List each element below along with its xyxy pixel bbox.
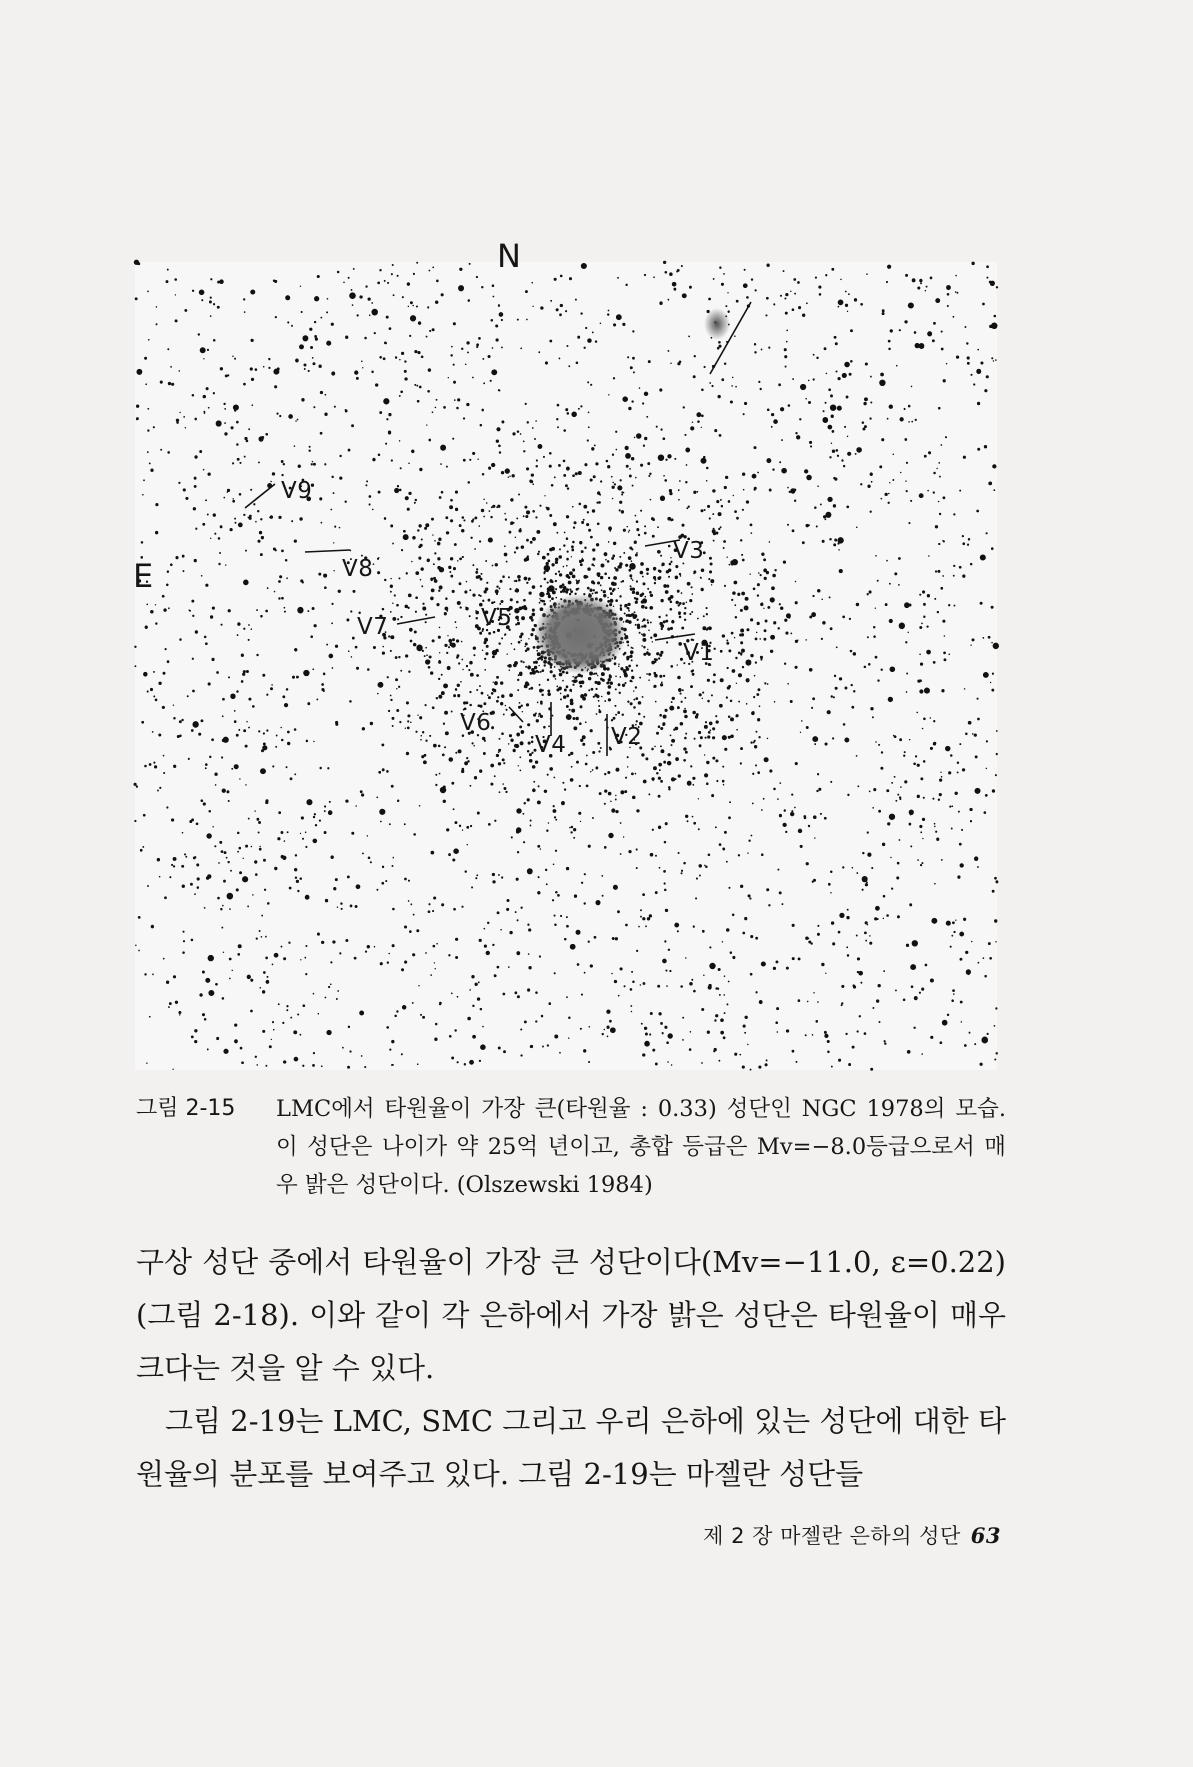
v3-label: V3 <box>673 538 705 564</box>
figure-caption <box>136 1090 1006 1204</box>
v1-label: V1 <box>683 640 715 666</box>
page-footer <box>618 1520 1001 1550</box>
starfield-image <box>135 262 997 1070</box>
v5-label: V5 <box>481 605 513 631</box>
v9-label: V9 <box>281 478 313 504</box>
v2-label: V2 <box>611 724 643 750</box>
running-header: 제 2 장 마젤란 은하의 성단 <box>703 1524 961 1548</box>
body-text <box>136 1236 1006 1501</box>
star-cluster-photo <box>133 237 997 1070</box>
caption-text: LMC에서 타원율이 가장 큰(타원율 : 0.33) 성단인 NGC 1978의 모습. 이 성단은 나이가 약 25억 년이고, 총합 등급은 Mv=−8.0등급으로서 매우 밝은 성단이다. (Olszewski 1984) <box>276 1096 1006 1198</box>
north-label: N <box>497 237 522 275</box>
v6-label: V6 <box>460 710 492 736</box>
east-label: E <box>133 557 154 595</box>
v4-label: V4 <box>535 732 567 758</box>
v8-label: V8 <box>342 556 374 582</box>
paragraph-1: 구상 성단 중에서 타원율이 가장 큰 성단이다(Mv=−11.0, ε=0.22) (그림 2-18). 이와 같이 각 은하에서 가장 밝은 성단은 타원율이 매우 크다는 것을 알 수 있다. <box>136 1245 1006 1385</box>
page-number: 63 <box>970 1523 1001 1548</box>
v7-label: V7 <box>357 614 389 640</box>
paragraph-2: 그림 2-19는 LMC, SMC 그리고 우리 은하에 있는 성단에 대한 타원율의 분포를 보여주고 있다. 그림 2-19는 마젤란 성단들 <box>136 1404 1006 1491</box>
caption-number: 그림 2-15 <box>136 1096 236 1121</box>
